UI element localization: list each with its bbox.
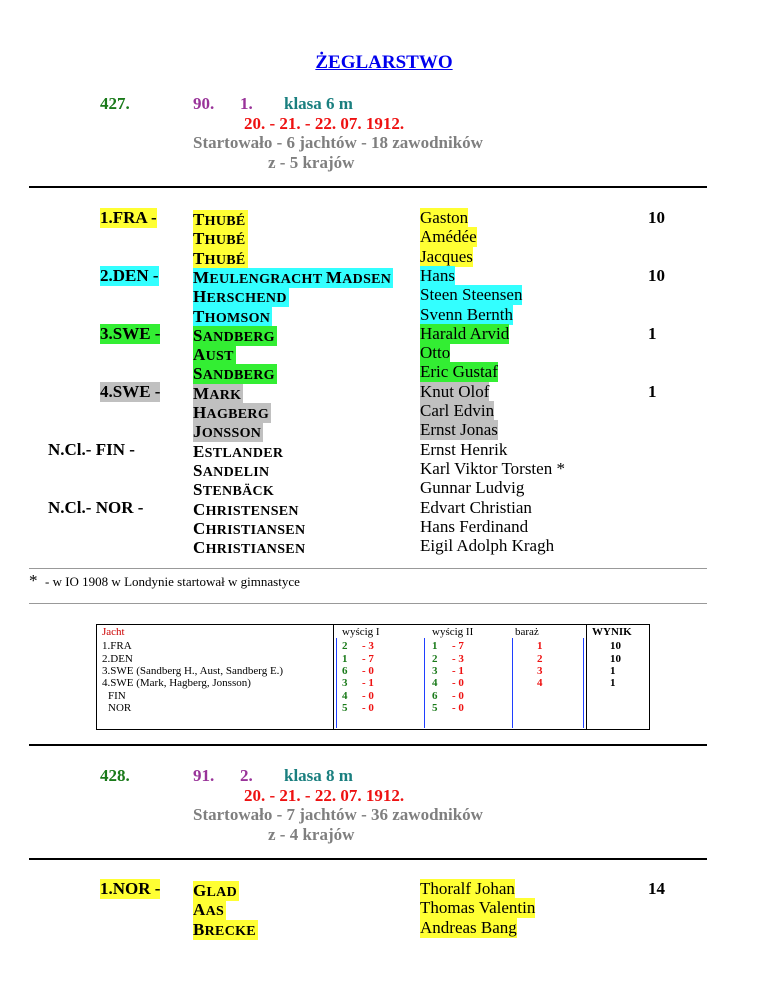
first-name: Ernst Henrik: [420, 439, 508, 459]
crew-points: 14: [648, 879, 665, 898]
surname: JONSSON: [193, 422, 262, 442]
crew-country: N.Cl.- NOR -: [48, 497, 144, 517]
divider: [29, 744, 707, 746]
table-cell-yacht: 3.SWE (Sandberg H., Aust, Sandberg E.): [102, 664, 284, 677]
table-cell-race1-place: 3: [342, 677, 348, 690]
table-cell-race1-place: 4: [342, 689, 348, 702]
first-name: Harald Arvid: [420, 323, 510, 343]
surname: CHRISTIANSEN: [193, 518, 306, 538]
first-name: Hans Ferdinand: [420, 516, 529, 536]
class-label: klasa 8 m: [284, 766, 353, 785]
first-name: Svenn Bernth: [420, 304, 514, 324]
countries-count: z - 4 krajów: [268, 825, 355, 844]
table-divider: [583, 638, 584, 728]
table-cell-race1-place: 6: [342, 664, 348, 677]
first-name: Carl Edvin: [420, 401, 495, 420]
table-cell-race2-place: 3: [432, 664, 438, 677]
surname: SANDELIN: [193, 460, 270, 480]
surname: SANDBERG: [193, 325, 275, 345]
footnote-star: *: [29, 571, 38, 590]
footnote: - w IO 1908 w Londynie startował w gimnastyce: [45, 574, 300, 589]
surname: GLAD: [193, 881, 237, 900]
surname: THUBÉ: [193, 248, 246, 268]
table-cell-yacht: NOR: [108, 701, 132, 714]
table-divider: [333, 624, 334, 729]
first-name: Gunnar Ludvig: [420, 478, 525, 498]
countries-count: z - 5 krajów: [268, 153, 355, 172]
first-name: Thoralf Johan: [420, 879, 515, 898]
table-header: wyścig I: [342, 626, 380, 638]
table-divider: [424, 638, 425, 728]
crew-country: 4.SWE -: [100, 381, 161, 401]
table-cell-playoff: 4: [537, 677, 543, 690]
crew-points: 1: [648, 381, 657, 401]
class-label: klasa 6 m: [284, 94, 353, 113]
event-number: 428.: [100, 766, 130, 785]
surname: SANDBERG: [193, 364, 275, 384]
table-header: Jacht: [102, 626, 125, 638]
first-name: Ernst Jonas: [420, 420, 498, 440]
competition-number: 90.: [193, 94, 215, 113]
table-cell-race2-points: - 1: [452, 664, 464, 677]
crew-country: 1.NOR -: [100, 879, 161, 898]
table-cell-result: 10: [610, 652, 621, 665]
divider: [29, 186, 707, 188]
crew-points: 1: [648, 323, 657, 343]
table-divider: [336, 638, 337, 728]
table-cell-race2-points: - 3: [452, 652, 464, 665]
started-count: Startowało - 6 jachtów - 18 zawodników: [193, 133, 483, 152]
table-cell-result: 10: [610, 640, 621, 653]
first-name: Karl Viktor Torsten *: [420, 458, 565, 478]
surname: BRECKE: [193, 919, 256, 939]
table-cell-race1-points: - 0: [362, 689, 374, 702]
table-cell-result: 1: [610, 664, 616, 677]
table-cell-race1-place: 2: [342, 640, 348, 653]
event-dates: 20. - 21. - 22. 07. 1912.: [244, 786, 405, 805]
crew-country: N.Cl.- FIN -: [48, 439, 135, 459]
event-dates: 20. - 21. - 22. 07. 1912.: [244, 114, 405, 133]
table-cell-race2-place: 1: [432, 640, 438, 653]
table-cell-playoff: 1: [537, 640, 543, 653]
table-cell-race2-place: 5: [432, 701, 438, 714]
table-cell-race1-place: 5: [342, 701, 348, 714]
crew-country: 1.FRA -: [100, 208, 157, 227]
surname: ESTLANDER: [193, 441, 284, 461]
crew-points: 10: [648, 208, 665, 227]
table-cell-playoff: 3: [537, 664, 543, 677]
table-divider: [512, 638, 513, 728]
table-cell-race2-points: - 0: [452, 677, 464, 690]
event-order: 2.: [240, 766, 253, 785]
table-cell-race2-place: 2: [432, 652, 438, 665]
table-divider: [586, 624, 587, 729]
table-cell-yacht: 2.DEN: [102, 652, 133, 665]
table-header: wyścig II: [432, 626, 474, 638]
table-cell-race1-points: - 1: [362, 677, 374, 690]
table-cell-race1-points: - 0: [362, 701, 374, 714]
table-header: baraż: [515, 626, 539, 638]
crew-country: 3.SWE -: [100, 323, 161, 343]
table-cell-yacht: 1.FRA: [102, 640, 132, 653]
surname: THUBÉ: [193, 210, 246, 229]
table-cell-race1-points: - 7: [362, 652, 374, 665]
surname: MARK: [193, 383, 242, 403]
table-cell-race1-points: - 0: [362, 664, 374, 677]
crew-country: 2.DEN -: [100, 265, 159, 285]
divider: [29, 858, 707, 860]
table-cell-race2-place: 6: [432, 689, 438, 702]
table-cell-race1-points: - 3: [362, 640, 374, 653]
surname: AAS: [193, 900, 225, 920]
surname: MEULENGRACHT MADSEN: [193, 267, 392, 287]
surname: CHRISTENSEN: [193, 499, 299, 519]
first-name: Otto: [420, 343, 451, 363]
started-count: Startowało - 7 jachtów - 36 zawodników: [193, 805, 483, 824]
table-cell-yacht: FIN: [108, 689, 126, 702]
table-cell-result: 1: [610, 677, 616, 690]
crew-points: 10: [648, 265, 665, 285]
first-name: Eric Gustaf: [420, 362, 498, 382]
event-number: 427.: [100, 94, 130, 113]
first-name: Edvart Christian: [420, 497, 532, 517]
page-title: ŻEGLARSTWO: [315, 52, 453, 73]
first-name: Jacques: [420, 246, 473, 266]
table-header: WYNIK: [592, 626, 632, 638]
first-name: Eigil Adolph Kragh: [420, 536, 555, 556]
event-order: 1.: [240, 94, 253, 113]
surname: STENBÄCK: [193, 480, 275, 500]
surname: HAGBERG: [193, 403, 270, 422]
table-cell-race2-points: - 7: [452, 640, 464, 653]
divider: [29, 568, 707, 569]
surname: HERSCHEND: [193, 287, 287, 307]
competition-number: 91.: [193, 766, 215, 785]
surname: THUBÉ: [193, 229, 246, 249]
first-name: Knut Olof: [420, 381, 490, 401]
divider: [29, 603, 707, 604]
surname: THOMSON: [193, 306, 271, 326]
table-cell-playoff: 2: [537, 652, 543, 665]
first-name: Gaston: [420, 208, 469, 227]
surname: AUST: [193, 345, 234, 365]
first-name: Amédée: [420, 227, 477, 247]
first-name: Thomas Valentin: [420, 898, 536, 918]
table-cell-race2-points: - 0: [452, 689, 464, 702]
table-cell-race1-place: 1: [342, 652, 348, 665]
table-cell-race2-place: 4: [432, 677, 438, 690]
first-name: Hans: [420, 265, 455, 285]
table-cell-race2-points: - 0: [452, 701, 464, 714]
surname: CHRISTIANSEN: [193, 538, 306, 558]
first-name: Andreas Bang: [420, 917, 517, 937]
table-cell-yacht: 4.SWE (Mark, Hagberg, Jonsson): [102, 677, 251, 690]
first-name: Steen Steensen: [420, 285, 523, 305]
